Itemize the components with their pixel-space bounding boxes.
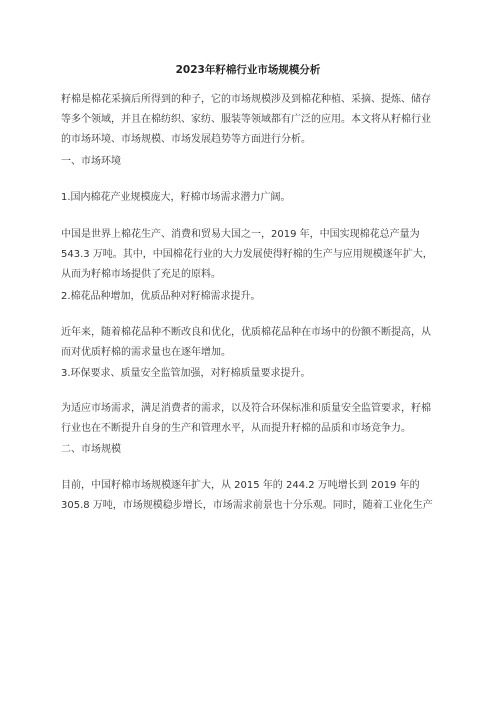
section-heading-text: 二、市场规模 (61, 444, 121, 455)
text-line: 为适应市场需求，满足消费者的需求，以及符合环保标准和质量安全监管要求，籽棉 (61, 403, 431, 414)
text-line: 的市场环境、市场规模、市场发展趋势等方面进行分析。 (61, 134, 311, 145)
point-body-1 (61, 225, 441, 285)
text-line: 从而为籽棉市场提供了充足的原料。 (61, 269, 221, 280)
point-body-3 (61, 399, 441, 439)
text-line: 543.3 万吨。其中，中国棉花行业的大力发展使得籽棉的生产与应用规模逐年扩大， (61, 249, 433, 260)
point-body-2 (61, 323, 441, 363)
text-line: 而对优质籽棉的需求量也在逐年增加。 (61, 347, 231, 358)
point-heading-text: 2.棉花品种增加，优质品种对籽棉需求提升。 (61, 291, 261, 302)
section-heading-market-size (61, 440, 441, 460)
intro-paragraph (61, 90, 441, 150)
point-heading-3 (61, 364, 441, 384)
text-line: 目前，中国籽棉市场规模逐年扩大，从 2015 年的 244.2 万吨增长到 2019 年的 (61, 480, 420, 491)
text-line: 行业也在不断提升自身的生产和管理水平，从而提升籽棉的品质和市场竞争力。 (61, 423, 411, 434)
text-line: 中国是世界上棉花生产、消费和贸易大国之一，2019 年，中国实现棉花总产量为 (61, 229, 420, 240)
document-title: 2023年籽棉行业市场规模分析 (175, 64, 321, 76)
point-heading-text: 3.环保要求、质量安全监管加强，对籽棉质量要求提升。 (61, 368, 311, 379)
section-heading-text: 一、市场环境 (61, 156, 121, 167)
point-heading-1 (61, 188, 441, 208)
text-line: 近年来，随着棉花品种不断改良和优化，优质棉花品种在市场中的份额不断提高，从 (61, 327, 431, 338)
point-heading-2 (61, 287, 441, 307)
section2-paragraph (61, 476, 441, 516)
point-heading-text: 1.国内棉花产业规模庞大，籽棉市场需求潜力广阔。 (61, 192, 291, 203)
text-line: 等多个领域，并且在棉纺织、家纺、服装等领域都有广泛的应用。本文将从籽棉行业 (61, 114, 431, 125)
text-line: 305.8 万吨，市场规模稳步增长，市场需求前景也十分乐观。同时，随着工业化生产 (61, 500, 433, 511)
section-heading-market-environment (61, 152, 441, 172)
text-line: 籽棉是棉花采摘后所得到的种子，它的市场规模涉及到棉花种植、采摘、提炼、储存 (61, 94, 431, 105)
